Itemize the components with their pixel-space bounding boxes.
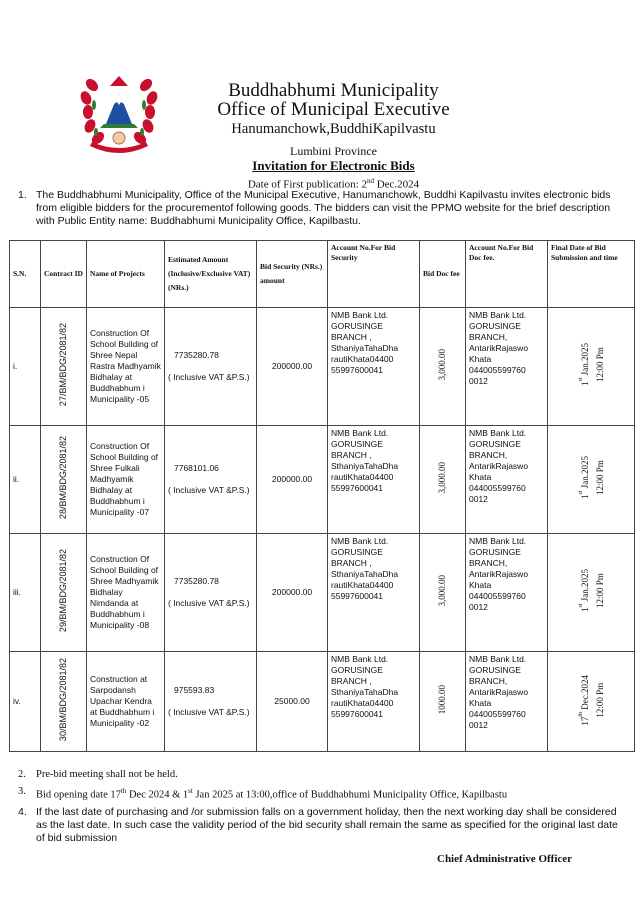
- row-time: 12:00 Pm: [595, 347, 605, 383]
- row-project: Construction Of School Building of Shree Nepal Rastra Madhyamik Bidhalay at Buddhabhum i Municipality -05: [87, 308, 165, 426]
- row-account-security: NMB Bank Ltd. GORUSINGE BRANCH , SthaniyaTahaDha rautiKhata04400 55997600041: [328, 426, 420, 534]
- row-security: 200000.00: [257, 426, 328, 534]
- row-time: 12:00 Pm: [595, 573, 605, 609]
- row-doc-fee: 3,000.00: [420, 534, 466, 652]
- row-account-security: NMB Bank Ltd. GORUSINGE BRANCH , SthaniyaTahaDha rautiKhata04400 55997600041: [328, 308, 420, 426]
- row-estimate: 7735280.78 ( Inclusive VAT &P.S.): [165, 308, 257, 426]
- row-final-date: [548, 426, 635, 534]
- signature-title: Chief Administrative Officer: [437, 853, 573, 865]
- row-security: 200000.00: [257, 308, 328, 426]
- row-account-security: NMB Bank Ltd. GORUSINGE BRANCH , SthaniyaTahaDha rautiKhata04400 55997600041: [328, 534, 420, 652]
- publication-date: Date of First publication: 2nd Dec.2024: [247, 177, 420, 191]
- row-security: 200000.00: [257, 534, 328, 652]
- note-number: 4.: [18, 805, 27, 818]
- row-sn: iv.: [10, 652, 41, 752]
- row-final-date: [548, 308, 635, 426]
- row-account-fee: NMB Bank Ltd. GORUSINGE BRANCH, AntarikRajaswo Khata 044005599760 0012: [466, 534, 548, 652]
- note-text: Pre-bid meeting shall not be held.: [36, 769, 178, 780]
- row-contract-id: 30/BM/BDG/2081/82: [41, 652, 87, 752]
- table-row: [10, 308, 635, 426]
- table-row: [10, 652, 635, 752]
- note-2: [18, 768, 628, 781]
- row-date: 1st Jan.2025: [578, 343, 590, 387]
- row-doc-fee: 3,000.00: [420, 426, 466, 534]
- table-row: [10, 426, 635, 534]
- intro-text: The Buddhabhumi Municipality, Office of the Municipal Executive, Hanumanchowk, Buddhi Kapilvastu invites electronic bids from eligible bidders for the procurementof following goods. The bidders can visit the PPMO website for the brief description with Public Entity name: Buddhabhumi Municipality Office, Kapilbastu.: [36, 189, 611, 227]
- row-sn: ii.: [10, 426, 41, 534]
- row-estimate: 7768101.06 ( Inclusive VAT &P.S.): [165, 426, 257, 534]
- note-number: 3.: [18, 786, 26, 797]
- row-contract-id: 27/BM/BDG/2081/82: [41, 308, 87, 426]
- office-name: Office of Municipal Executive: [217, 99, 450, 120]
- row-doc-fee: 3,000.00: [420, 308, 466, 426]
- row-final-date: [548, 534, 635, 652]
- header-sn: S.N.: [10, 241, 41, 308]
- header-project: Name of Projects: [87, 241, 165, 308]
- header-contract-id: Contract ID: [41, 241, 87, 308]
- row-final-date: [548, 652, 635, 752]
- row-project: Construction at Sarpodansh Upachar Kendra at Buddhabhum i Municipality -02: [87, 652, 165, 752]
- notes-list: [18, 768, 628, 849]
- row-estimate: 7735280.78 ( Inclusive VAT &P.S.): [165, 534, 257, 652]
- row-time: 12:00 Pm: [595, 682, 605, 718]
- row-estimate: 975593.83 ( Inclusive VAT &P.S.): [165, 652, 257, 752]
- row-account-fee: NMB Bank Ltd. GORUSINGE BRANCH, AntarikRajaswo Khata 044005599760 0012: [466, 308, 548, 426]
- office-address: Hanumanchowk,BuddhiKapilvastu: [231, 121, 436, 137]
- header-doc-fee: Bid Doc fee: [420, 241, 466, 308]
- note-text: If the last date of purchasing and /or submission falls on a government holiday, then the next working day shall be considered as the last date. In such case the validity period of the bid security shall remain the same as specified for the original last date of bid submission: [36, 805, 618, 844]
- header-account-fee: Account No.For Bid Doc fee.: [466, 241, 548, 308]
- row-date: 1st Jan.2025: [578, 456, 590, 500]
- row-date: 1st Jan.2025: [578, 569, 590, 613]
- row-sn: i.: [10, 308, 41, 426]
- municipality-name: Buddhabhumi Municipality: [228, 80, 439, 101]
- intro-number: 1.: [18, 189, 27, 201]
- note-3: [18, 785, 628, 802]
- table-row: [10, 534, 635, 652]
- row-sn: iii.: [10, 534, 41, 652]
- province-name: Lumbini Province: [290, 144, 377, 158]
- note-text: Bid opening date 17th Dec 2024 & 1st Jan 2025 at 13:00,office of Buddhabhumi Municipality Office, Kapilbastu: [36, 787, 508, 801]
- row-project: Construction Of School Building of Shree Madhyamik Bidhalay Nimdanda at Buddhabhum i Municipality -08: [87, 534, 165, 652]
- note-number: 2.: [18, 769, 26, 780]
- row-security: 25000.00: [257, 652, 328, 752]
- header-estimate: Estimated Amount (Inclusive/Exclusive VAT) (NRs.): [165, 241, 257, 308]
- header-account-security: Account No.For Bid Security: [328, 241, 420, 308]
- row-contract-id: 29/BM/BDG/2081/82: [41, 534, 87, 652]
- bids-table: [9, 240, 635, 752]
- note-4: [18, 806, 628, 845]
- row-contract-id: 28/BM/BDG/2081/82: [41, 426, 87, 534]
- notice-title: Invitation for Electronic Bids: [252, 158, 415, 173]
- row-time: 12:00 Pm: [595, 460, 605, 496]
- row-account-fee: NMB Bank Ltd. GORUSINGE BRANCH, AntarikRajaswo Khata 044005599760 0012: [466, 426, 548, 534]
- table-header-row: [10, 241, 635, 308]
- row-account-fee: NMB Bank Ltd. GORUSINGE BRANCH, AntarikRajaswo Khata 044005599760 0012: [466, 652, 548, 752]
- row-doc-fee: 1000.00: [420, 652, 466, 752]
- header-final-date: Final Date of Bid Submission and time: [548, 241, 635, 308]
- row-project: Construction Of School Building of Shree Fulkali Madhyamik Bidhalay at Buddhabhum i Municipality -07: [87, 426, 165, 534]
- header-security: Bid Security (NRs.) amount: [257, 241, 328, 308]
- row-date: 17th Dec.2024: [578, 674, 590, 726]
- row-account-security: NMB Bank Ltd. GORUSINGE BRANCH , SthaniyaTahaDha rautiKhata04400 55997600041: [328, 652, 420, 752]
